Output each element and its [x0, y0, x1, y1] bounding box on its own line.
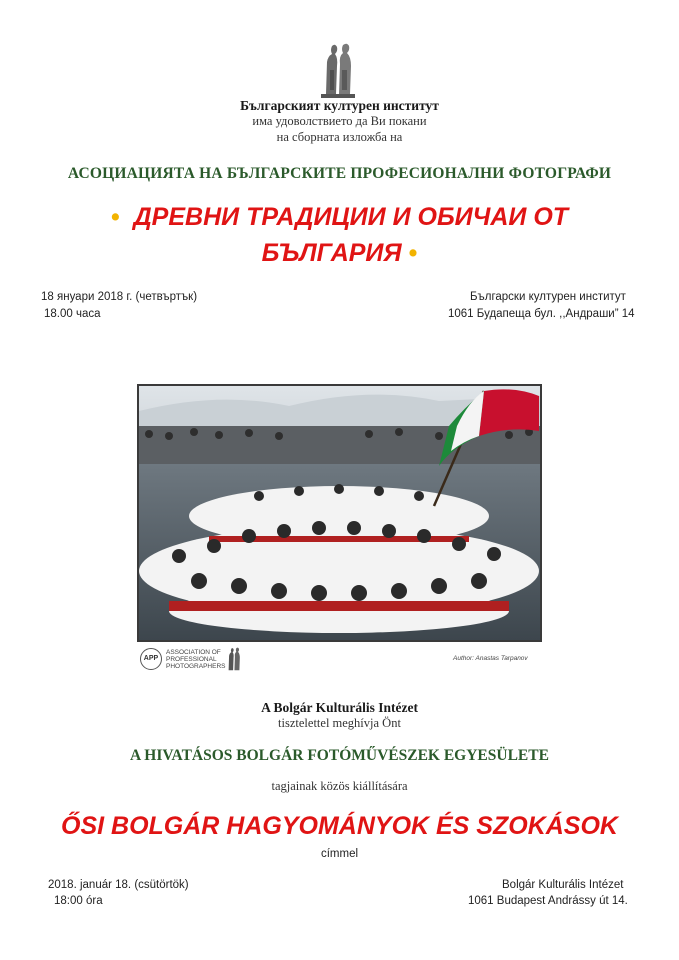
bg-invite-line: има удоволствието да Ви покани	[252, 114, 427, 128]
bg-title-line1	[0, 203, 679, 232]
app-caption-1: ASSOCIATION OF	[166, 649, 221, 656]
hu-date: 2018. január 18. (csütörtök)	[48, 879, 189, 891]
yellow-dot-icon: •	[110, 203, 120, 231]
hu-exhibition-line: tagjainak közös kiállítására	[271, 779, 408, 793]
bg-institute-name: Българският културен институт	[240, 98, 439, 113]
bg-title-text-1: ДРЕВНИ ТРАДИЦИИ И ОБИЧАИ ОТ	[133, 203, 569, 231]
hu-title: ŐSI BOLGÁR HAGYOMÁNYOK ÉS SZOKÁSOK	[61, 812, 618, 840]
app-caption-3: PHOTOGRAPHERS	[166, 663, 226, 670]
statue-logo-icon	[321, 40, 355, 98]
bg-exhibition-line: на сборната изложба на	[276, 130, 403, 144]
hu-address: 1061 Budapest Andrássy út 14.	[468, 895, 628, 907]
app-caption	[166, 649, 225, 670]
app-logo-text: APP	[143, 655, 159, 662]
exhibition-photo	[137, 384, 542, 642]
hu-association-name: A HIVATÁSOS BOLGÁR FOTÓMŰVÉSZEK EGYESÜLETE	[130, 747, 549, 764]
bg-association-name: АСОЦИАЦИЯТА НА БЪЛГАРСКИТЕ ПРОФЕСИОНАЛНИ ФОТОГРАФИ	[67, 165, 612, 182]
hu-institute-name: A Bolgár Kulturális Intézet	[261, 700, 418, 715]
photo-author: Author: Anastas Tarpanov	[453, 655, 528, 662]
bg-date: 18 януари 2018 г. (четвъртък)	[41, 291, 198, 303]
bg-address: 1061 Будапеща бул. ,,Андраши” 14	[448, 308, 635, 320]
hu-cimmel: címmel	[320, 848, 359, 860]
bg-venue: Български културен институт	[470, 291, 626, 303]
statue-small-logo-icon	[226, 646, 242, 672]
bg-title-text-2: БЪЛГАРИЯ	[261, 239, 402, 267]
app-logo-icon	[140, 648, 162, 670]
hu-time: 18:00 óra	[54, 895, 103, 907]
bg-time: 18.00 часа	[44, 308, 101, 320]
app-caption-2: PROFESSIONAL	[166, 656, 217, 663]
dancers-photo-image	[139, 386, 540, 640]
hu-invite-line: tisztelettel meghívja Önt	[278, 716, 401, 730]
yellow-dot-icon: •	[408, 239, 418, 267]
bg-title-line2	[0, 239, 679, 268]
hu-venue: Bolgár Kulturális Intézet	[502, 879, 624, 891]
